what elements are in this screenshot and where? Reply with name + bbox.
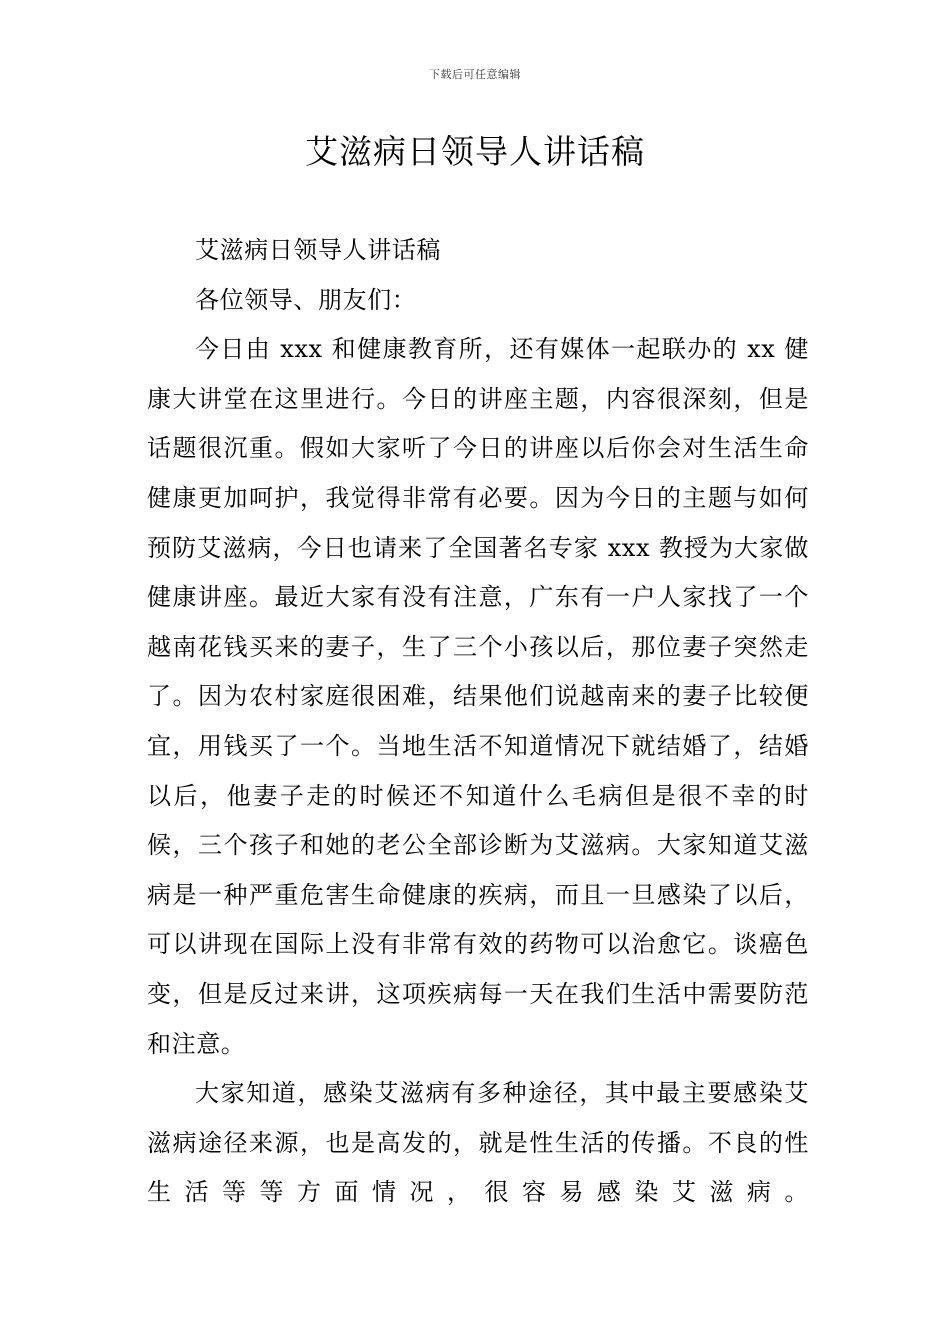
header-note: 下载后可任意编辑 — [429, 68, 521, 81]
document-title: 艾滋病日领导人讲话稿 — [305, 132, 645, 171]
document-body — [147, 226, 809, 1218]
paragraph-body-1: 今日由 xxx 和健康教育所，还有媒体一起联办的 xx 健康大讲堂在这里进行。今日的讲座主题，内容很深刻，但是话题很沉重。假如大家听了今日的讲座以后你会对生活生命健康更加呵护，我觉得非常有必要。因为今日的主题与如何预防艾滋病，今日也请来了全国著名专家 xxx 教授为大家做健康讲座。最近大家有没有注意，广东有一户人家找了一个越南花钱买来的妻子，生了三个小孩以后，那位妻子突然走了。因为农村家庭很困难，结果他们说越南来的妻子比较便宜，用钱买了一个。当地生活不知道情况下就结婚了，结婚以后，他妻子走的时候还不知道什么毛病但是很不幸的时候，三个孩子和她的老公全部诊断为艾滋病。大家知道艾滋病是一种严重危害生命健康的疾病，而且一旦感染了以后，可以讲现在国际上没有非常有效的药物可以治愈它。谈癌色变，但是反过来讲，这项疾病每一天在我们生活中需要防范和注意。 — [147, 335, 809, 1058]
paragraph-body-2: 大家知道，感染艾滋病有多种途径，其中最主要感染艾滋病途径来源，也是高发的，就是性生活的传播。不良的性生活等等方面情况，很容易感染艾滋病。 — [147, 1079, 809, 1207]
paragraph-salutation: 各位领导、朋友们： — [195, 285, 417, 314]
paragraph-subtitle: 艾滋病日领导人讲话稿 — [195, 236, 441, 264]
